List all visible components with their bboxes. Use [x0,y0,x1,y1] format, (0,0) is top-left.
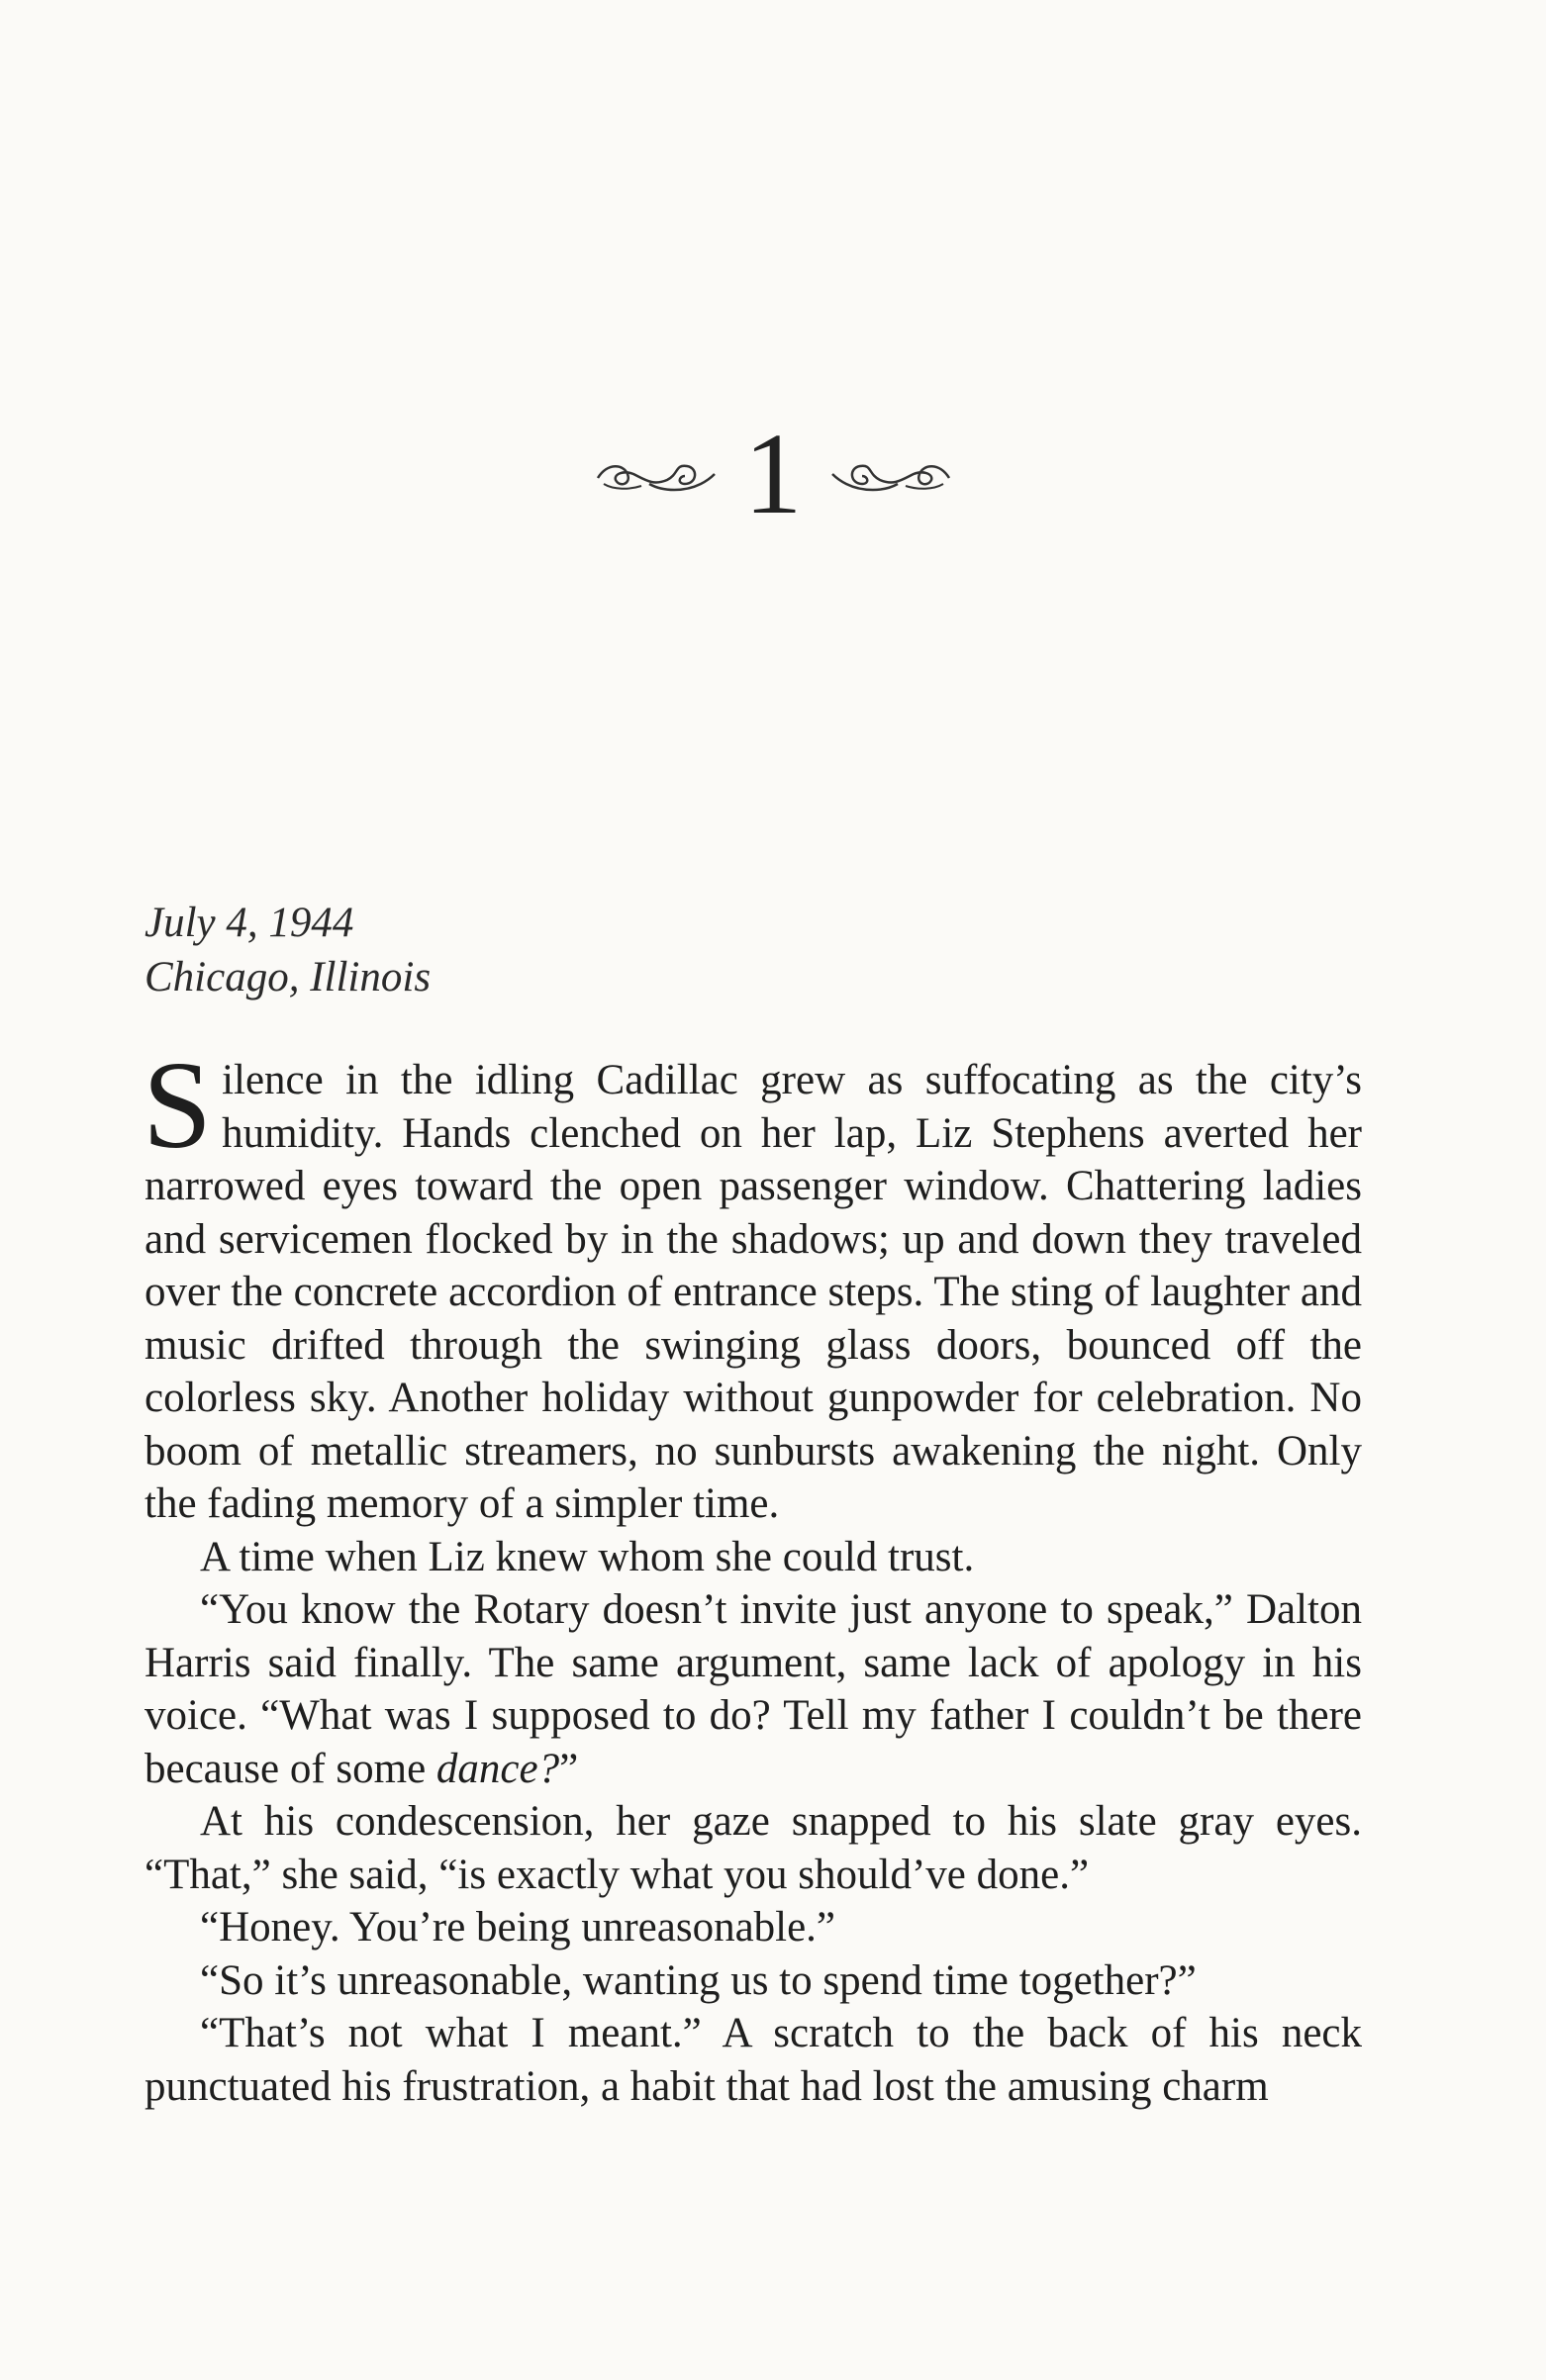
flourish-ornament-icon [828,444,957,504]
paragraph-3-end: ” [559,1745,579,1792]
paragraph-6: “So it’s unreasonable, wanting us to spend time together?” [200,1956,1197,2004]
paragraph-5: “Honey. You’re being unreasonable.” [200,1904,836,1951]
paragraph-3-italic: dance? [435,1745,560,1792]
paragraph-2: A time when Liz knew whom she could trust. [200,1533,975,1580]
dateline [145,896,431,1004]
chapter-heading [0,409,1546,538]
dateline-place: Chicago, Illinois [145,954,432,1000]
dateline-date: July 4, 1944 [145,900,354,946]
chapter-body [143,1037,1362,2113]
paragraph-7: “That’s not what I meant.” A scratch to the back of his neck punctuated his frustration, a habit that had lost the amusing charm [145,2010,1362,2110]
paragraph-1 [143,1037,1362,1531]
flourish-ornament-icon [590,444,719,504]
paragraph-1-text: ilence in the idling Cadillac grew as suffocating as the city’s humidity. Hands clenched on her lap, Liz Stephens averted her narrowed eyes toward the open passenger window. Chattering ladies and servicemen flocked by in the shadows; up and down they traveled over the concrete accordion of entrance steps. The sting of laughter and music drifted through the swinging glass doors, bounced off the colorless sky. Another holiday without gunpowder for celebration. No boom of metallic streamers, no sunbursts awakening the night. Only the fading memory of a simpler time. [145,1057,1362,1527]
chapter-number: 1 [743,409,803,538]
paragraph-4: At his condescension, her gaze snapped to his slate gray eyes. “That,” she said, “is exactly what you should’ve done.” [145,1798,1362,1898]
drop-cap: S [143,1037,213,1175]
paragraph-3 [145,1583,1362,1795]
paragraph-3-text: “You know the Rotary doesn’t invite just anyone to speak,” Dalton Harris said finally. The same argument, same lack of apology in his voice. “What was I supposed to do? Tell my father I couldn’t be there because of some [145,1586,1362,1792]
